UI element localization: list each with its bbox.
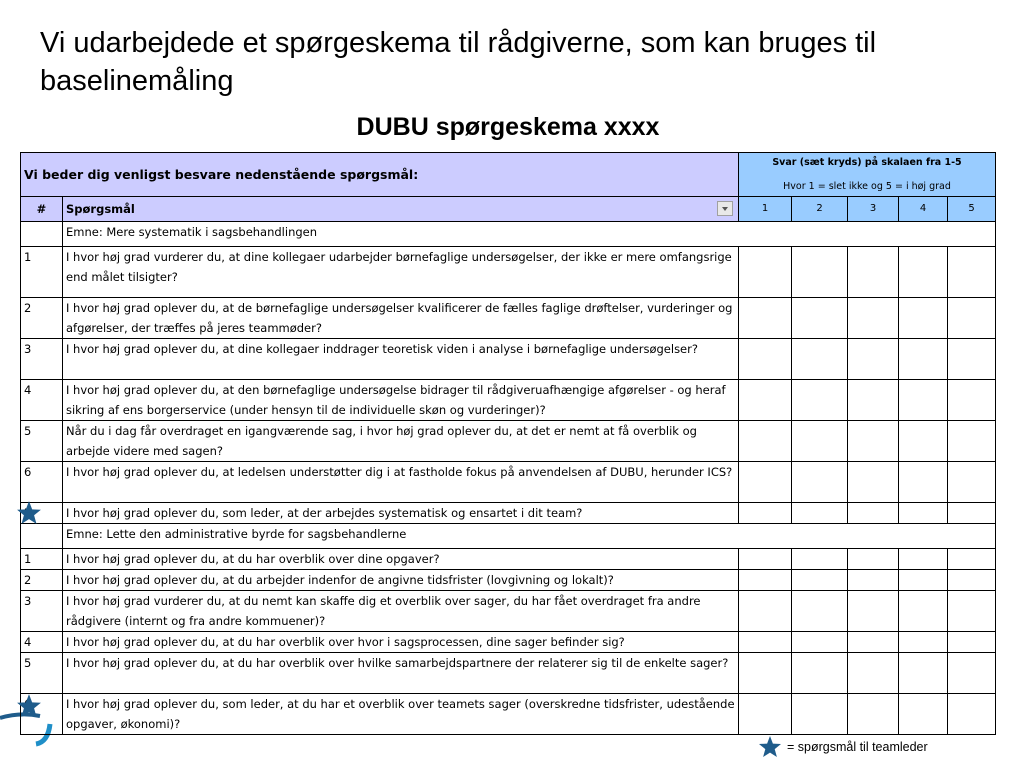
question-text: I hvor høj grad oplever du, at du arbejder indenfor de angivne tidsfrister (lovgivning og lokalt)? <box>63 570 739 591</box>
answer-box-3[interactable] <box>848 380 899 421</box>
answer-box-1[interactable] <box>739 549 792 570</box>
answer-box-1[interactable] <box>739 653 792 694</box>
survey-title: DUBU spørgeskema xxxx <box>356 113 660 141</box>
question-text: I hvor høj grad oplever du, at dine kollegaer inddrager teoretisk viden i analyse i børnefaglige undersøgelser? <box>63 339 739 380</box>
scale-header-3: 3 <box>848 197 899 222</box>
answer-box-3[interactable] <box>848 632 899 653</box>
table-row <box>21 503 996 524</box>
answer-box-4[interactable] <box>899 339 948 380</box>
question-text: I hvor høj grad vurderer du, at du nemt kan skaffe dig et overblik over sager, du har fået overdraget fra andre rådgivere (internt og fra andre kommuener)? <box>63 591 739 632</box>
question-text: I hvor høj grad oplever du, at du har overblik over hvilke samarbejdspartnere der relaterer sig til de enkelte sager? <box>63 653 739 694</box>
answer-box-1[interactable] <box>739 380 792 421</box>
answer-box-3[interactable] <box>848 591 899 632</box>
answer-box-2[interactable] <box>792 421 848 462</box>
question-text: I hvor høj grad oplever du, som leder, at du har et overblik over teamets sager (overskredne tidsfrister, udestående opgaver, økonomi)? <box>63 694 739 735</box>
survey-intro: Vi beder dig venligst besvare nedenstående spørgsmål: <box>21 153 739 197</box>
row-number: 1 <box>21 247 63 298</box>
answer-box-2[interactable] <box>792 570 848 591</box>
answer-box-1[interactable] <box>739 421 792 462</box>
answer-box-3[interactable] <box>848 549 899 570</box>
answer-box-5[interactable] <box>948 549 996 570</box>
answer-box-5[interactable] <box>948 298 996 339</box>
answer-box-5[interactable] <box>948 339 996 380</box>
row-number: 5 <box>21 421 63 462</box>
answer-box-3[interactable] <box>848 339 899 380</box>
answer-box-2[interactable] <box>792 339 848 380</box>
column-header-number: # <box>21 197 63 222</box>
answer-box-2[interactable] <box>792 503 848 524</box>
question-text: I hvor høj grad oplever du, at de børnefaglige undersøgelser kvalificerer de fælles faglige drøftelser, vurderinger og afgørelser, der træffes på jeres teammøder? <box>63 298 739 339</box>
slide-heading: Vi udarbejdede et spørgeskema til rådgiverne, som kan bruges til baselinemåling <box>40 27 877 97</box>
question-text: I hvor høj grad oplever du, at du har overblik over hvor i sagsprocessen, dine sager befinder sig? <box>63 632 739 653</box>
answer-box-5[interactable] <box>948 694 996 735</box>
scale-header-1: 1 <box>739 197 792 222</box>
answer-box-3[interactable] <box>848 503 899 524</box>
answer-box-1[interactable] <box>739 591 792 632</box>
row-number: 3 <box>21 339 63 380</box>
section-title-1: Emne: Mere systematik i sagsbehandlingen <box>63 222 996 247</box>
table-row <box>21 549 996 570</box>
star-icon <box>758 735 782 759</box>
answer-box-1[interactable] <box>739 339 792 380</box>
question-text: Når du i dag får overdraget en igangværende sag, i hvor høj grad oplever du, at det er nemt at få overblik og arbejde videre med sagen? <box>63 421 739 462</box>
question-text: I hvor høj grad oplever du, at du har overblik over dine opgaver? <box>63 549 739 570</box>
answer-box-4[interactable] <box>899 247 948 298</box>
column-header-question-label: Spørgsmål <box>66 202 135 216</box>
row-number: 4 <box>21 380 63 421</box>
answer-box-4[interactable] <box>899 421 948 462</box>
answer-box-2[interactable] <box>792 632 848 653</box>
answer-instruction-line2: Hvor 1 = slet ikke og 5 = i høj grad <box>783 181 951 192</box>
question-text: I hvor høj grad vurderer du, at dine kollegaer udarbejder børnefaglige undersøgelser, der ikke er mere omfangsrige end målet tilsigter? <box>63 247 739 298</box>
teamleader-star-icon <box>16 500 42 526</box>
answer-box-5[interactable] <box>948 632 996 653</box>
section-spacer <box>21 222 63 247</box>
answer-box-2[interactable] <box>792 653 848 694</box>
answer-box-2[interactable] <box>792 591 848 632</box>
answer-box-5[interactable] <box>948 247 996 298</box>
answer-box-3[interactable] <box>848 462 899 503</box>
row-number: 2 <box>21 298 63 339</box>
answer-box-4[interactable] <box>899 462 948 503</box>
answer-box-1[interactable] <box>739 247 792 298</box>
answer-box-4[interactable] <box>899 503 948 524</box>
answer-box-4[interactable] <box>899 591 948 632</box>
answer-box-5[interactable] <box>948 591 996 632</box>
table-row <box>21 247 996 298</box>
row-number: 5 <box>21 653 63 694</box>
answer-instructions <box>739 153 996 197</box>
answer-box-5[interactable] <box>948 570 996 591</box>
answer-box-1[interactable] <box>739 503 792 524</box>
scale-header-5: 5 <box>948 197 996 222</box>
table-row <box>21 694 996 735</box>
answer-box-1[interactable] <box>739 632 792 653</box>
answer-box-5[interactable] <box>948 653 996 694</box>
answer-box-2[interactable] <box>792 549 848 570</box>
table-row <box>21 421 996 462</box>
row-number: 3 <box>21 591 63 632</box>
question-text: I hvor høj grad oplever du, at ledelsen understøtter dig i at fastholde fokus på anvendelsen af DUBU, herunder ICS? <box>63 462 739 503</box>
table-row <box>21 570 996 591</box>
answer-box-3[interactable] <box>848 247 899 298</box>
answer-box-1[interactable] <box>739 298 792 339</box>
answer-box-4[interactable] <box>899 570 948 591</box>
answer-box-3[interactable] <box>848 421 899 462</box>
filter-dropdown-icon[interactable] <box>717 201 733 216</box>
answer-box-1[interactable] <box>739 694 792 735</box>
table-row <box>21 380 996 421</box>
row-number: 1 <box>21 549 63 570</box>
table-row <box>21 339 996 380</box>
scale-header-2: 2 <box>792 197 848 222</box>
table-row <box>21 462 996 503</box>
answer-box-4[interactable] <box>899 653 948 694</box>
row-number: 6 <box>21 462 63 503</box>
answer-box-2[interactable] <box>792 380 848 421</box>
answer-instruction-line1: Svar (sæt kryds) på skalaen fra 1-5 <box>772 157 962 168</box>
answer-box-4[interactable] <box>899 298 948 339</box>
survey-table <box>20 152 996 735</box>
answer-box-2[interactable] <box>792 298 848 339</box>
row-number: 4 <box>21 632 63 653</box>
answer-box-3[interactable] <box>848 298 899 339</box>
section-spacer <box>21 524 63 549</box>
answer-box-1[interactable] <box>739 570 792 591</box>
answer-box-3[interactable] <box>848 570 899 591</box>
answer-box-2[interactable] <box>792 247 848 298</box>
table-row <box>21 653 996 694</box>
teamleader-star-icon <box>16 693 42 719</box>
answer-box-5[interactable] <box>948 462 996 503</box>
answer-box-4[interactable] <box>899 380 948 421</box>
answer-box-5[interactable] <box>948 380 996 421</box>
row-number: 2 <box>21 570 63 591</box>
answer-box-3[interactable] <box>848 653 899 694</box>
question-text: I hvor høj grad oplever du, som leder, at der arbejdes systematisk og ensartet i dit team? <box>63 503 739 524</box>
column-header-question <box>63 197 739 222</box>
answer-box-1[interactable] <box>739 462 792 503</box>
table-row <box>21 632 996 653</box>
question-text: I hvor høj grad oplever du, at den børnefaglige undersøgelse bidrager til rådgiveruafhængige afgørelser - og heraf sikring af ens borgerservice (under hensyn til de individuelle skøn og vurderinger)? <box>63 380 739 421</box>
answer-box-4[interactable] <box>899 549 948 570</box>
answer-box-5[interactable] <box>948 503 996 524</box>
answer-box-4[interactable] <box>899 694 948 735</box>
answer-box-2[interactable] <box>792 694 848 735</box>
table-row <box>21 298 996 339</box>
scale-header-4: 4 <box>899 197 948 222</box>
section-title-2: Emne: Lette den administrative byrde for sagsbehandlerne <box>63 524 996 549</box>
answer-box-4[interactable] <box>899 632 948 653</box>
legend-text: = spørgsmål til teamleder <box>787 740 928 754</box>
table-row <box>21 591 996 632</box>
answer-box-2[interactable] <box>792 462 848 503</box>
answer-box-5[interactable] <box>948 421 996 462</box>
legend <box>758 735 928 759</box>
answer-box-3[interactable] <box>848 694 899 735</box>
